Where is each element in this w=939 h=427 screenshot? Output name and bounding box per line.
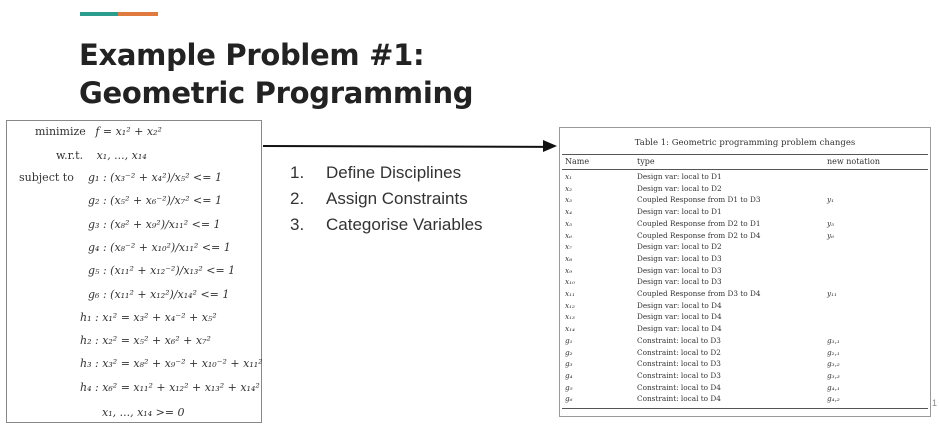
table-row	[560, 208, 930, 216]
slide-title-line1: Example Problem #1:	[79, 38, 425, 72]
cell-type: Design var: local to D3	[637, 277, 722, 287]
header-new-notation: new notation	[827, 157, 880, 166]
accent-bar-teal	[80, 12, 118, 16]
cell-type: Constraint: local to D3	[637, 359, 721, 369]
cell-name: g₁	[565, 335, 573, 345]
cell-name: x₈	[565, 253, 573, 263]
table-row	[560, 196, 930, 204]
cell-notation: g₂,₁	[827, 347, 840, 357]
table-row	[560, 302, 930, 310]
cell-name: g₂	[565, 347, 573, 357]
constraint-row: h₄ : x₆² = x₁₁² + x₁₂² + x₁₃² + x₁₄²	[80, 380, 260, 394]
table-row	[560, 325, 930, 333]
table-row	[560, 290, 930, 298]
cell-name: x₆	[565, 230, 573, 240]
constraint-row: g₃ : (x₈² + x₉²)/x₁₁² <= 1	[88, 217, 221, 231]
arrow-head-icon	[543, 140, 557, 152]
cell-type: Coupled Response from D3 to D4	[637, 289, 761, 298]
constraint-row: h₂ : x₂² = x₅² + x₆² + x₇²	[80, 334, 211, 348]
table-row	[560, 313, 930, 321]
table-bottom-rule	[562, 408, 928, 409]
table-row	[560, 360, 930, 368]
cell-type: Constraint: local to D3	[637, 335, 721, 345]
cell-name: x₁₁	[565, 289, 575, 298]
cell-type: Constraint: local to D2	[637, 347, 721, 357]
subject-to-label: subject to	[19, 171, 74, 184]
formula-objective-row	[35, 125, 162, 138]
table-row	[560, 232, 930, 240]
cell-notation: g₄,₁	[827, 382, 840, 392]
cell-name: g₅	[565, 382, 573, 392]
table-row	[560, 372, 930, 380]
cell-type: Design var: local to D4	[637, 312, 722, 322]
cell-notation: y₅	[827, 218, 835, 228]
table-row	[560, 255, 930, 263]
cell-type: Design var: local to D1	[637, 172, 722, 181]
cell-type: Coupled Response from D2 to D4	[637, 230, 761, 240]
step-item	[290, 212, 483, 238]
cell-notation: g₃,₃	[827, 370, 840, 380]
constraint-row: h₃ : x₃² = x₈² + x₉⁻² + x₁₀⁻² + x₁₁²	[80, 357, 263, 371]
step-text: Categorise Variables	[326, 215, 483, 234]
constraint-row: g₆ : (x₁₁² + x₁₂²)/x₁₄² <= 1	[88, 287, 230, 301]
cell-type: Coupled Response from D2 to D1	[637, 218, 761, 228]
minimize-label: minimize	[35, 125, 86, 138]
step-item	[290, 186, 483, 212]
arrow-line	[263, 145, 546, 148]
table-row	[560, 337, 930, 345]
table-row	[560, 185, 930, 193]
cell-name: x₅	[565, 218, 573, 228]
cell-name: g₆	[565, 394, 573, 404]
cell-notation: g₄,₂	[827, 394, 840, 404]
wrt-label: w.r.t.	[56, 149, 84, 162]
slide-title	[79, 36, 473, 112]
objective-function: f = x₁² + x₂²	[95, 125, 162, 138]
cell-name: x₁₄	[565, 324, 575, 334]
cell-type: Design var: local to D3	[637, 253, 722, 263]
header-type: type	[637, 157, 655, 166]
wrt-variables: x₁, ..., x₁₄	[96, 149, 147, 162]
cell-name: x₄	[565, 207, 573, 217]
cell-name: g₄	[565, 370, 573, 380]
step-text: Define Disciplines	[326, 163, 462, 182]
cell-type: Constraint: local to D4	[637, 394, 721, 404]
cell-type: Design var: local to D4	[637, 300, 722, 310]
cell-name: x₉	[565, 265, 573, 275]
cell-type: Constraint: local to D3	[637, 370, 721, 380]
slide-title-line2: Geometric Programming	[79, 76, 474, 110]
cell-name: x₇	[565, 242, 573, 252]
table-row	[560, 173, 930, 181]
table-row	[560, 243, 930, 251]
header-name: Name	[565, 157, 590, 166]
step-number: 1.	[290, 163, 305, 182]
cell-notation: g₃,₁	[827, 335, 840, 345]
steps-list	[290, 160, 483, 238]
table-caption: Table 1: Geometric programming problem changes	[634, 138, 856, 148]
cell-name: x₃	[565, 195, 573, 205]
cell-name: x₁₃	[565, 312, 575, 322]
step-text: Assign Constraints	[326, 189, 468, 208]
table-row	[560, 395, 930, 403]
cell-notation: y₆	[827, 230, 835, 240]
formula-panel	[6, 120, 262, 423]
table-header-rule	[562, 169, 928, 170]
cell-notation: g₃,₂	[827, 359, 840, 369]
table-row	[560, 278, 930, 286]
constraint-row: g₄ : (x₈⁻² + x₁₀²)/x₁₁² <= 1	[88, 240, 231, 254]
cell-type: Design var: local to D3	[637, 265, 722, 275]
page-mark: 1	[932, 398, 938, 408]
cell-name: x₁	[565, 172, 573, 181]
cell-type: Coupled Response from D1 to D3	[637, 195, 761, 205]
accent-bar-orange	[118, 12, 158, 16]
step-item	[290, 160, 483, 186]
constraint-row: g₂ : (x₅² + x₆⁻²)/x₇² <= 1	[88, 194, 222, 208]
cell-notation: y₁₁	[827, 289, 837, 298]
table-panel	[559, 127, 931, 417]
table-row	[560, 349, 930, 357]
constraint-row: g₅ : (x₁₁² + x₁₂⁻²)/x₁₃² <= 1	[88, 264, 236, 278]
cell-name: x₁₂	[565, 300, 575, 310]
table-top-rule	[562, 154, 928, 155]
table-row	[560, 220, 930, 228]
formula-wrt-row	[56, 149, 147, 162]
table-row	[560, 267, 930, 275]
cell-type: Design var: local to D2	[637, 242, 722, 252]
constraint-row: g₁ : (x₃⁻² + x₄²)/x₅² <= 1	[88, 171, 222, 184]
table-row	[560, 384, 930, 392]
step-number: 3.	[290, 215, 305, 234]
cell-type: Design var: local to D4	[637, 324, 722, 334]
cell-type: Design var: local to D2	[637, 183, 722, 193]
cell-type: Design var: local to D1	[637, 207, 722, 217]
variable-bounds: x₁, ..., x₁₄ >= 0	[102, 406, 185, 419]
constraint-row: h₁ : x₁² = x₃² + x₄⁻² + x₅²	[80, 310, 217, 324]
cell-notation: y₁	[827, 195, 835, 205]
step-number: 2.	[290, 189, 305, 208]
cell-name: x₁₀	[565, 277, 575, 287]
cell-name: g₃	[565, 359, 573, 369]
cell-name: x₂	[565, 183, 573, 193]
cell-type: Constraint: local to D4	[637, 382, 721, 392]
